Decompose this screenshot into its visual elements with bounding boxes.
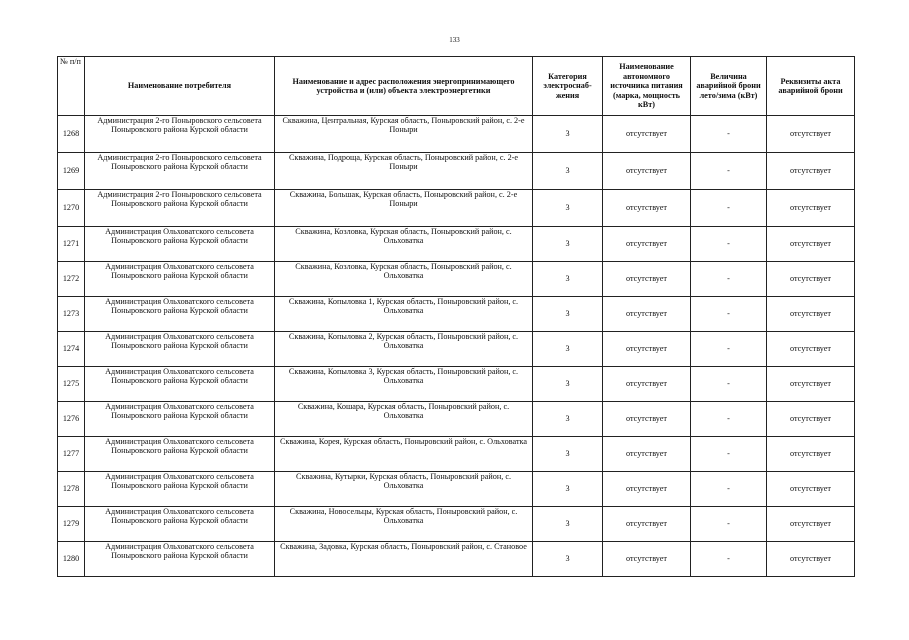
act-requisites: отсутствует: [767, 227, 855, 262]
table-row: [58, 332, 855, 367]
object-address: Скважина, Новосельцы, Курская область, Поныровский район, с. Ольховатка: [275, 507, 533, 542]
act-requisites: отсутствует: [767, 153, 855, 190]
consumer-name: Администрация 2-го Поныровского сельсовета Поныровского района Курской области: [85, 153, 275, 190]
supply-category: 3: [533, 332, 603, 367]
table-body: [58, 116, 855, 577]
row-number: 1269: [58, 153, 85, 190]
consumer-name: Администрация Ольховатского сельсовета Поныровского района Курской области: [85, 332, 275, 367]
reserve-power: -: [691, 190, 767, 227]
consumer-name: Администрация Ольховатского сельсовета Поныровского района Курской области: [85, 542, 275, 577]
supply-category: 3: [533, 507, 603, 542]
act-requisites: отсутствует: [767, 116, 855, 153]
object-address: Скважина, Кутырки, Курская область, Поныровский район, с. Ольховатка: [275, 472, 533, 507]
reserve-power: -: [691, 227, 767, 262]
supply-category: 3: [533, 190, 603, 227]
object-address: Скважина, Подроща, Курская область, Поныровский район, с. 2-е Поныри: [275, 153, 533, 190]
autonomous-source: отсутствует: [603, 153, 691, 190]
consumer-name: Администрация Ольховатского сельсовета Поныровского района Курской области: [85, 297, 275, 332]
reserve-power: -: [691, 402, 767, 437]
supply-category: 3: [533, 153, 603, 190]
consumer-name: Администрация Ольховатского сельсовета Поныровского района Курской области: [85, 507, 275, 542]
act-requisites: отсутствует: [767, 190, 855, 227]
supply-category: 3: [533, 542, 603, 577]
table-row: [58, 227, 855, 262]
act-requisites: отсутствует: [767, 332, 855, 367]
supply-category: 3: [533, 367, 603, 402]
reserve-power: -: [691, 367, 767, 402]
act-requisites: отсутствует: [767, 507, 855, 542]
act-requisites: отсутствует: [767, 472, 855, 507]
reserve-power: -: [691, 507, 767, 542]
table-row: [58, 367, 855, 402]
supply-category: 3: [533, 472, 603, 507]
supply-category: 3: [533, 116, 603, 153]
table-row: [58, 190, 855, 227]
consumer-name: Администрация 2-го Поныровского сельсовета Поныровского района Курской области: [85, 116, 275, 153]
supply-category: 3: [533, 402, 603, 437]
page-number: 133: [449, 36, 460, 44]
act-requisites: отсутствует: [767, 437, 855, 472]
autonomous-source: отсутствует: [603, 472, 691, 507]
object-address: Скважина, Копыловка 3, Курская область, Поныровский район, с. Ольховатка: [275, 367, 533, 402]
supply-category: 3: [533, 262, 603, 297]
consumer-name: Администрация Ольховатского сельсовета Поныровского района Курской области: [85, 367, 275, 402]
row-number: 1276: [58, 402, 85, 437]
object-address: Скважина, Копыловка 1, Курская область, Поныровский район, с. Ольховатка: [275, 297, 533, 332]
reserve-power: -: [691, 332, 767, 367]
reserve-power: -: [691, 542, 767, 577]
autonomous-source: отсутствует: [603, 437, 691, 472]
row-number: 1272: [58, 262, 85, 297]
reserve-table: [57, 56, 855, 577]
table-row: [58, 297, 855, 332]
autonomous-source: отсутствует: [603, 297, 691, 332]
table-row: [58, 116, 855, 153]
table-row: [58, 507, 855, 542]
supply-category: 3: [533, 437, 603, 472]
row-number: 1278: [58, 472, 85, 507]
row-number: 1275: [58, 367, 85, 402]
row-number: 1270: [58, 190, 85, 227]
table-row: [58, 262, 855, 297]
header-row: [58, 57, 855, 116]
supply-category: 3: [533, 227, 603, 262]
consumer-name: Администрация Ольховатского сельсовета Поныровского района Курской области: [85, 437, 275, 472]
supply-category: 3: [533, 297, 603, 332]
reserve-power: -: [691, 153, 767, 190]
header-source: Наименование автономного источника питания (марка, мощность кВт): [603, 57, 691, 116]
act-requisites: отсутствует: [767, 402, 855, 437]
table-row: [58, 153, 855, 190]
table-row: [58, 402, 855, 437]
header-requisites: Реквизиты акта аварийной брони: [767, 57, 855, 116]
object-address: Скважина, Корея, Курская область, Поныровский район, с. Ольховатка: [275, 437, 533, 472]
table-row: [58, 542, 855, 577]
autonomous-source: отсутствует: [603, 116, 691, 153]
reserve-power: -: [691, 437, 767, 472]
row-number: 1279: [58, 507, 85, 542]
autonomous-source: отсутствует: [603, 367, 691, 402]
consumer-name: Администрация 2-го Поныровского сельсовета Поныровского района Курской области: [85, 190, 275, 227]
autonomous-source: отсутствует: [603, 262, 691, 297]
object-address: Скважина, Козловка, Курская область, Поныровский район, с. Ольховатка: [275, 262, 533, 297]
consumer-name: Администрация Ольховатского сельсовета Поныровского района Курской области: [85, 472, 275, 507]
autonomous-source: отсутствует: [603, 190, 691, 227]
autonomous-source: отсутствует: [603, 402, 691, 437]
object-address: Скважина, Центральная, Курская область, Поныровский район, с. 2-е Поныри: [275, 116, 533, 153]
object-address: Скважина, Копыловка 2, Курская область, Поныровский район, с. Ольховатка: [275, 332, 533, 367]
header-category: Категория электроснаб-жения: [533, 57, 603, 116]
reserve-power: -: [691, 262, 767, 297]
autonomous-source: отсутствует: [603, 227, 691, 262]
consumer-name: Администрация Ольховатского сельсовета Поныровского района Курской области: [85, 262, 275, 297]
autonomous-source: отсутствует: [603, 332, 691, 367]
table-row: [58, 472, 855, 507]
header-num: № п/п: [58, 57, 85, 116]
row-number: 1274: [58, 332, 85, 367]
object-address: Скважина, Большак, Курская область, Поныровский район, с. 2-е Поныри: [275, 190, 533, 227]
row-number: 1271: [58, 227, 85, 262]
act-requisites: отсутствует: [767, 542, 855, 577]
object-address: Скважина, Кошара, Курская область, Поныровский район, с. Ольховатка: [275, 402, 533, 437]
object-address: Скважина, Задовка, Курская область, Поныровский район, с. Становое: [275, 542, 533, 577]
object-address: Скважина, Козловка, Курская область, Поныровский район, с. Ольховатка: [275, 227, 533, 262]
row-number: 1277: [58, 437, 85, 472]
row-number: 1280: [58, 542, 85, 577]
reserve-power: -: [691, 116, 767, 153]
reserve-power: -: [691, 472, 767, 507]
consumer-name: Администрация Ольховатского сельсовета Поныровского района Курской области: [85, 402, 275, 437]
table-row: [58, 437, 855, 472]
act-requisites: отсутствует: [767, 297, 855, 332]
header-power: Величина аварийной брони лето/зима (кВт): [691, 57, 767, 116]
autonomous-source: отсутствует: [603, 507, 691, 542]
act-requisites: отсутствует: [767, 262, 855, 297]
header-object: Наименование и адрес расположения энергопринимающего устройства и (или) объекта электроэнергетики: [275, 57, 533, 116]
consumer-name: Администрация Ольховатского сельсовета Поныровского района Курской области: [85, 227, 275, 262]
autonomous-source: отсутствует: [603, 542, 691, 577]
row-number: 1268: [58, 116, 85, 153]
row-number: 1273: [58, 297, 85, 332]
header-consumer: Наименование потребителя: [85, 57, 275, 116]
act-requisites: отсутствует: [767, 367, 855, 402]
reserve-power: -: [691, 297, 767, 332]
